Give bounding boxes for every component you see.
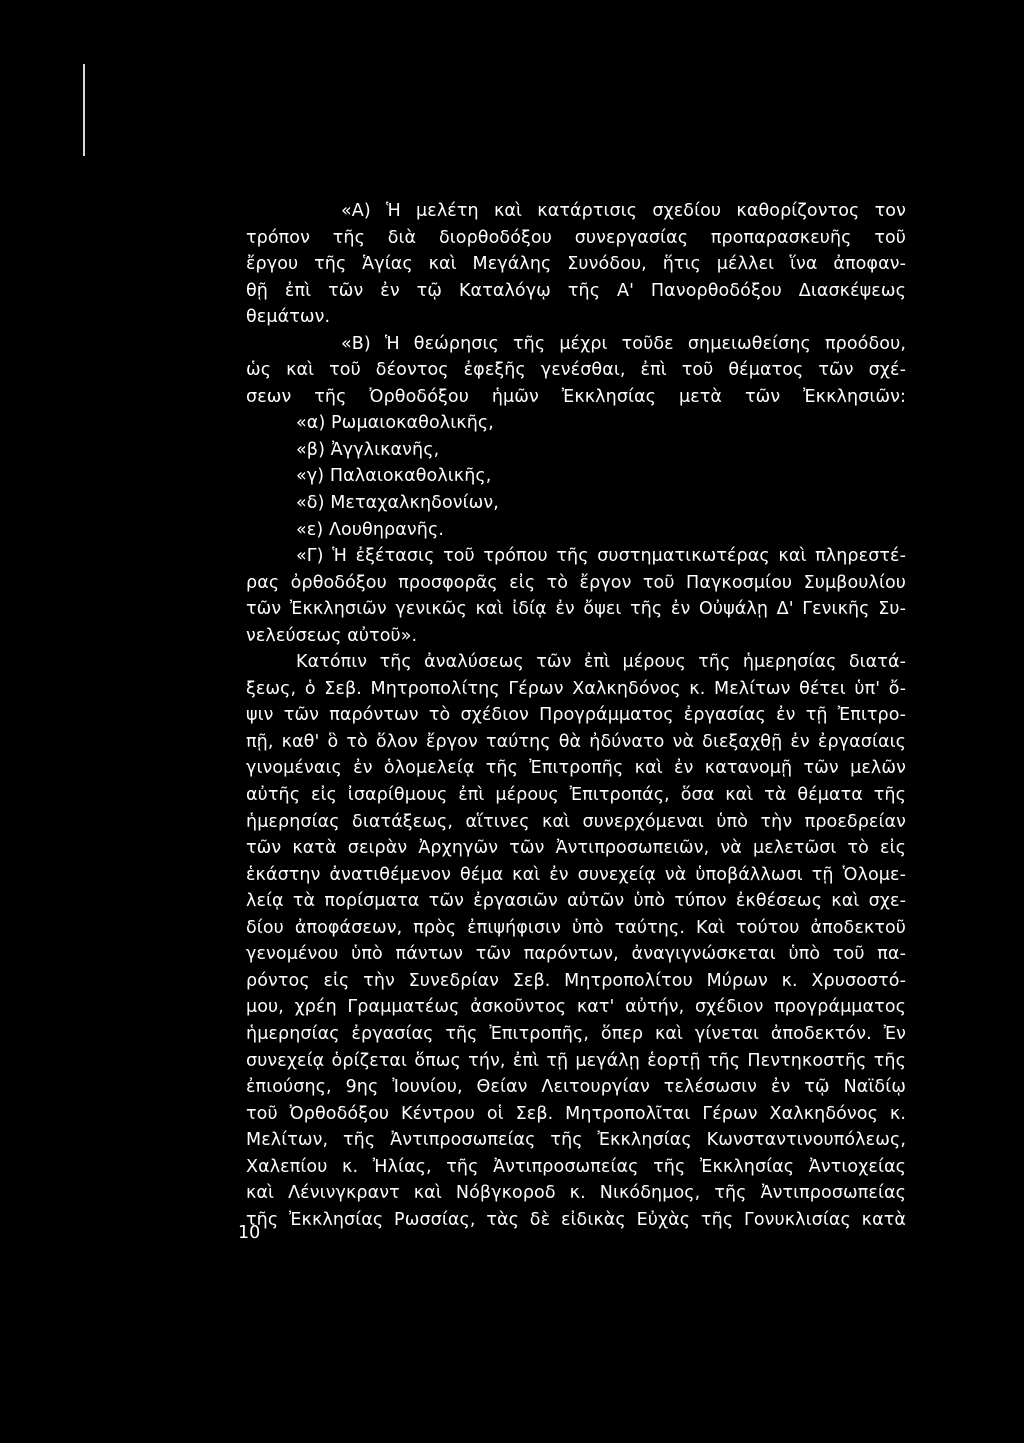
- text-line: «γ) Παλαιοκαθολικῆς,: [296, 466, 492, 487]
- text-line: ξεως, ὁ Σεβ. Μητροπολίτης Γέρων Χαλκηδόνος κ. Μελίτων θέτει ὑπ' ὄ-: [246, 678, 906, 699]
- text-line: τρόπον τῆς διὰ διορθοδόξου συνεργασίας προπαρασκευῆς τοῦ: [246, 227, 906, 248]
- text-line: μου, χρέη Γραμματέως ἀσκοῦντος κατ' αὐτήν, σχέδιον προγράμματος: [246, 997, 906, 1018]
- text-line: «α) Ρωμαιοκαθολικῆς,: [296, 413, 494, 434]
- text-line: «ε) Λουθηρανῆς.: [296, 519, 445, 540]
- text-line: γινομέναις ἐν ὁλομελείᾳ τῆς Ἐπιτροπῆς καὶ ἐν κατανομῇ τῶν μελῶν: [246, 758, 906, 779]
- text-line: συνεχείᾳ ὁρίζεται ὅπως τήν, ἐπὶ τῇ μεγάλῃ ἑορτῇ τῆς Πεντηκοστῆς τῆς: [246, 1050, 906, 1071]
- text-line: «β) Ἀγγλικανῆς,: [296, 439, 440, 460]
- text-line: τῶν Ἐκκλησιῶν γενικῶς καὶ ἰδίᾳ ἐν ὄψει τῆς ἐν Οὐψάλῃ Δ' Γενικῆς Συ-: [246, 599, 906, 620]
- text-line: Κατόπιν τῆς ἀναλύσεως τῶν ἐπὶ μέρους τῆς ἡμερησίας διατά-: [296, 652, 906, 673]
- text-line: Χαλεπίου κ. Ἠλίας, τῆς Ἀντιπροσωπείας τῆς Ἐκκλησίας Ἀντιοχείας: [246, 1156, 906, 1177]
- text-line: ρας ὀρθοδόξου προσφορᾶς εἰς τὸ ἔργον τοῦ Παγκοσμίου Συμβουλίου: [246, 572, 906, 593]
- scan-edge-mark: [83, 64, 85, 156]
- text-line: Μελίτων, τῆς Ἀντιπροσωπείας τῆς Ἐκκλησίας Κωνσταντινουπόλεως,: [246, 1130, 906, 1151]
- text-line: ἡμερησίας διατάξεως, αἵτινες καὶ συνερχόμεναι ὑπὸ τὴν προεδρείαν: [246, 811, 906, 832]
- text-line: ἡμερησίας ἐργασίας τῆς Ἐπιτροπῆς, ὅπερ καὶ γίνεται ἀποδεκτόν. Ἐν: [246, 1023, 906, 1044]
- text-line: ἐπιούσης, 9ης Ἰουνίου, Θείαν Λειτουργίαν τελέσωσιν ἐν τῷ Ναϊδίῳ: [246, 1077, 906, 1098]
- text-line: σεων τῆς Ὀρθοδόξου ἡμῶν Ἐκκλησίας μετὰ τῶν Ἐκκλησιῶν:: [246, 386, 906, 407]
- text-line: πῇ, καθ' ὃ τὸ ὅλον ἔργον ταύτης θὰ ἠδύνατο νὰ διεξαχθῇ ἐν ἐργασίαις: [246, 731, 906, 752]
- text-line: τῆς Ἐκκλησίας Ρωσσίας, τὰς δὲ εἰδικὰς Εὐχὰς τῆς Γονυκλισίας κατὰ: [246, 1209, 906, 1230]
- text-line: ἑκάστην ἀνατιθέμενον θέμα καὶ ἐν συνεχείᾳ νὰ ὑποβάλλωσι τῇ Ὁλομε-: [246, 864, 906, 885]
- text-line: τῶν κατὰ σειρὰν Ἀρχηγῶν τῶν Ἀντιπροσωπειῶν, νὰ μελετῶσι τὸ εἰς: [246, 838, 906, 859]
- text-line: αὐτῆς εἰς ἰσαρίθμους ἐπὶ μέρους Ἐπιτροπάς, ὅσα καὶ τὰ θέματα τῆς: [246, 785, 906, 806]
- text-line: γενομένου ὑπὸ πάντων τῶν παρόντων, ἀναγιγνώσκεται ὑπὸ τοῦ πα-: [246, 944, 906, 965]
- text-line: λείᾳ τὰ πορίσματα τῶν ἐργασιῶν αὐτῶν ὑπὸ τύπον ἐκθέσεως καὶ σχε-: [246, 891, 906, 912]
- page-body-text: [246, 198, 906, 1233]
- text-line: δίου ἀποφάσεων, πρὸς ἐπιψήφισιν ὑπὸ ταύτης. Καὶ τούτου ἀποδεκτοῦ: [246, 917, 906, 938]
- text-line: «Β) Ἡ θεώρησις τῆς μέχρι τοῦδε σημειωθείσης προόδου,: [341, 333, 906, 354]
- text-line: θεμάτων.: [246, 307, 331, 328]
- text-line: ὡς καὶ τοῦ δέοντος ἐφεξῆς γενέσθαι, ἐπὶ τοῦ θέματος τῶν σχέ-: [246, 360, 906, 381]
- text-line: τοῦ Ὀρθοδόξου Κέντρου οἱ Σεβ. Μητροπολῖται Γέρων Χαλκηδόνος κ.: [246, 1103, 906, 1124]
- text-line: ψιν τῶν παρόντων τὸ σχέδιον Προγράμματος ἐργασίας ἐν τῇ Ἐπιτρο-: [246, 705, 906, 726]
- text-line: νελεύσεως αὐτοῦ».: [246, 625, 418, 646]
- text-line: καὶ Λένινγκραντ καὶ Νόβγκοροδ κ. Νικόδημος, τῆς Ἀντιπροσωπείας: [246, 1183, 906, 1204]
- text-line: ἔργου τῆς Ἁγίας καὶ Μεγάλης Συνόδου, ἥτις μέλλει ἵνα ἀποφαν-: [246, 254, 906, 275]
- text-line: ρόντος εἰς τὴν Συνεδρίαν Σεβ. Μητροπολίτου Μύρων κ. Χρυσοστό-: [246, 970, 906, 991]
- text-line: «δ) Μεταχαλκηδονίων,: [296, 493, 499, 514]
- text-line: «Α) Ἡ μελέτη καὶ κατάρτισις σχεδίου καθορίζοντος τον: [341, 201, 906, 221]
- text-line: «Γ) Ἡ ἐξέτασις τοῦ τρόπου τῆς συστηματικωτέρας καὶ πληρεστέ-: [296, 546, 906, 567]
- page-number: 10: [238, 1223, 261, 1243]
- text-line: θῇ ἐπὶ τῶν ἐν τῷ Καταλόγῳ τῆς Α' Πανορθοδόξου Διασκέψεως: [246, 280, 906, 301]
